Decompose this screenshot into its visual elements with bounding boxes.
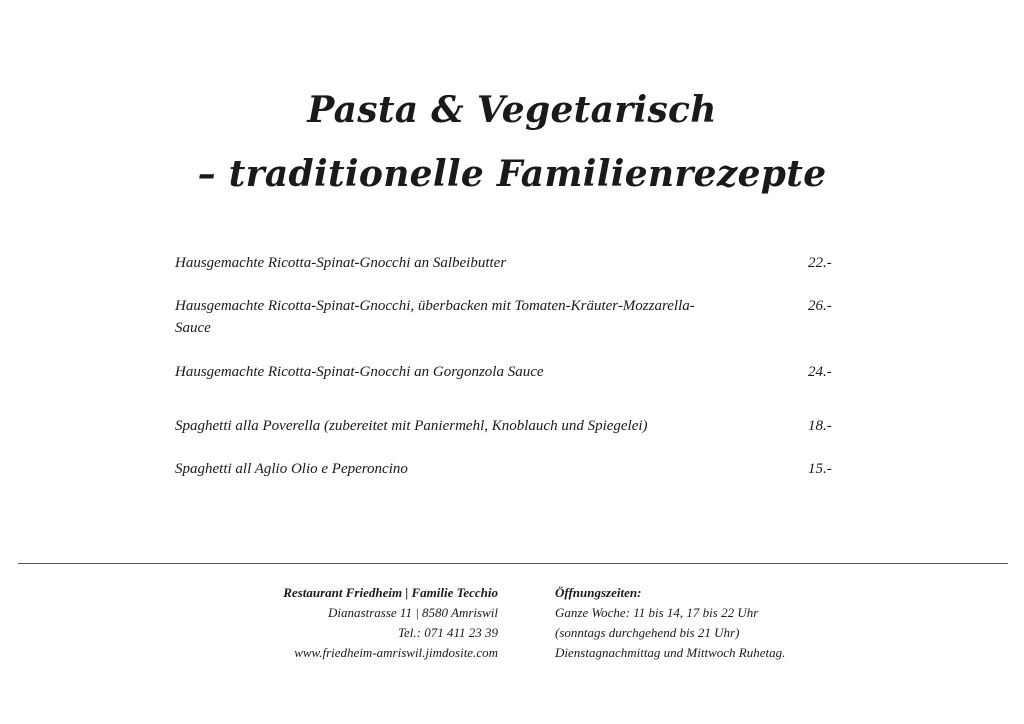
page-title-line-1: Pasta & Vegetarisch: [307, 89, 717, 131]
menu-item-name: Spaghetti all Aglio Olio e Peperoncino: [175, 461, 408, 477]
restaurant-website: www.friedheim-amriswil.jimdosite.com: [294, 645, 498, 660]
menu-item: [175, 458, 895, 480]
menu-item: [175, 295, 895, 339]
opening-hours-line: Ganze Woche: 11 bis 14, 17 bis 22 Uhr: [555, 605, 759, 620]
menu-item: [175, 252, 895, 274]
opening-hours: [555, 583, 855, 663]
restaurant-contact: [230, 583, 498, 663]
menu-item-name: Hausgemachte Ricotta-Spinat-Gnocchi an Salbeibutter: [175, 255, 507, 271]
menu-item-price: 18.-: [808, 418, 832, 434]
menu-item-price: 22.-: [808, 255, 832, 271]
menu-item-name: Hausgemachte Ricotta-Spinat-Gnocchi an Gorgonzola Sauce: [175, 364, 544, 380]
menu-item-name: Hausgemachte Ricotta-Spinat-Gnocchi, überbacken mit Tomaten-Kräuter-Mozzarella-Sauce: [175, 298, 695, 336]
restaurant-phone: Tel.: 071 411 23 39: [397, 625, 498, 640]
restaurant-address: Dianastrasse 11 | 8580 Amriswil: [328, 605, 498, 620]
menu-item: [175, 415, 895, 437]
menu-item-name: Spaghetti alla Poverella (zubereitet mit Paniermehl, Knoblauch und Spiegelei): [175, 418, 648, 434]
page-title-line-2: – traditionelle Familienrezepte: [197, 153, 827, 195]
opening-hours-line: Dienstagnachmittag und Mittwoch Ruhetag.: [555, 645, 786, 660]
restaurant-name: Restaurant Friedheim | Familie Tecchio: [283, 585, 498, 600]
footer-divider: [18, 563, 1008, 564]
menu-item-price: 15.-: [808, 461, 832, 477]
menu-item-price: 26.-: [808, 298, 832, 314]
menu-item-price: 24.-: [808, 364, 832, 380]
opening-hours-title: Öffnungszeiten:: [555, 585, 642, 600]
menu-item: [175, 361, 895, 383]
opening-hours-line: (sonntags durchgehend bis 21 Uhr): [555, 625, 740, 640]
